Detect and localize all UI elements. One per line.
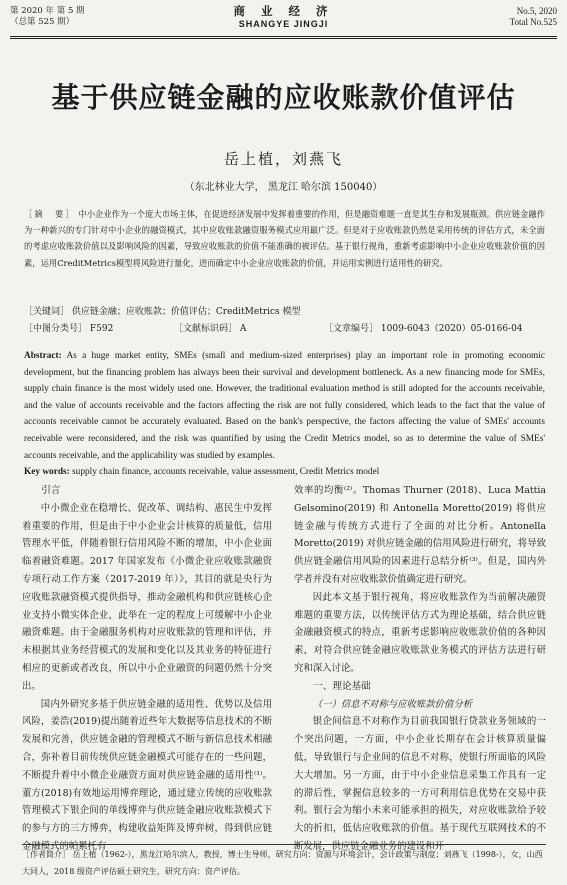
doc-value: A [239, 324, 247, 334]
chinese-abstract [24, 206, 545, 271]
right-paragraph-1: 效率的均衡⁽²⁾。Thomas Thurner (2018)、Luca Mattia Gelsomino(2019) 和 Antonella Moretto(2019) 将供应链金融与传统方式进行了全面的对比分析。Antonella Moretto(2019) 对供应链金融的信用风险进行研究，将导致供应链金融信用风险的因素进行总结分析⁽³⁾。但是，国内外学者并没有对应收账款价值确定进行研究。 [294, 485, 546, 585]
en-keywords-label: Key words: [24, 467, 70, 478]
right-paragraph-3: 银企间信息不对称作为目前我国银行贷款业务领域的一个突出问题，一方面，中小企业长期存在会计核算质量偏低，导致银行与企业间的信息不对称，使银行所面临的风险大大增加。另一方面，由于中小企业信息采集工作具有一定的滞后性，掌握信息较多的一方可利用信息优势在交易中获利。银行会为缩小未来可能承担的损失，对应收账款给予较大的折扣，低估应收账款的价值。基于现代互联网技术的不断发展，供应链金融业务的建设和开 [294, 716, 546, 852]
issue-line-2: （总第 525 期） [10, 17, 75, 27]
page-header [10, 4, 557, 34]
article-metadata [24, 304, 545, 338]
right-paragraph-2: 因此本文基于银行视角，将应收账款作为当前解决融资难题的重要方法，以传统评估方式为理论基础，结合供应链金融融资模式的特点，重新考虑影响应收账款价值的各种因素，对符合供应链金融应收账款业务模式的评估方法进行研究和深入讨论。 [294, 591, 546, 674]
en-abstract-label: Abstract: [24, 351, 62, 361]
issue-number-line-1: No.5, 2020 [516, 6, 557, 16]
journal-name-en: SHANGYE JINGJI [238, 19, 329, 29]
article-value: 1009-6043（2020）05-0166-04 [380, 324, 523, 334]
journal-name [10, 5, 557, 30]
classification-row [24, 321, 545, 338]
keywords-row [24, 304, 545, 321]
english-abstract [24, 348, 545, 481]
document-code [174, 321, 246, 338]
intro-paragraph-2: 国内外研究多基于供应链金融的适用性、优势以及信用风险，姜浩(2019)提出随着近些年大数据等信息技术的不断发展和完善，供应链金融的管理模式不断与新信息技术相融合，弥补着目前传统供应链金融模式可能存在的一些问题，不断提升着中小微企业融资方面对供应链金融的适用性⁽¹⁾。董方(2018)有效地运用博弈理论，通过建立传统的应收账款管理模式下银企间的单线博弈与供应链金融应收账款模式下的参与方的三方博弈，构建收益矩阵及博弈树，得到供应链金融模式的帕累托有 [22, 698, 272, 852]
en-abstract-text: As a huge market entity, SMEs (small and medium-sized enterprises) play an important role in promoting economic development, but the financing problem has always been their survival and development bottleneck. As a new financing mode for SMEs, supply chain finance is the most widely used one. However, the traditional evaluation method is still adopted for the accounts receivable, and the value of accounts receivable and the factors affecting the risk are not fully considered, which leads to the fact that the value of accounts receivable cannot be accurately evaluated. Based on the bank's perspective, the factors affecting the value of SMEs' accounts receivable were reconsidered, and the risk was quantified by using the Credit Metrics model, so as to determine the value of SMEs' accounts receivable, and the applicability was studied by examples. [24, 351, 545, 461]
en-keywords-text: supply chain finance, accounts receivable, value assessment, Credit Metrics model [72, 467, 380, 478]
article-label: ［文章编号］ [324, 324, 379, 334]
class-value: F592 [89, 324, 114, 334]
issue-line-1: 第 2020 年 第 5 期 [10, 6, 85, 16]
paper-title: 基于供应链金融的应收账款价值评估 [51, 81, 516, 114]
article-number [324, 321, 523, 338]
issue-number [510, 6, 557, 28]
footnote-text: 岳上植（1962-），黑龙江哈尔滨人，教授，博士生导师，研究方向：资源与环境会计，会计政策与制度；刘燕飞（1998-），女，山西大同人，2018 级资产评估硕士研究生，研究方向：资产评估。 [22, 850, 543, 876]
authors: 岳上植，刘燕飞 [223, 150, 343, 168]
class-label: ［中图分类号］ [24, 324, 88, 334]
keywords-label: ［关键词］ [24, 307, 70, 317]
footnote-label: ［作者简介］ [22, 850, 70, 859]
section-heading: 一、理论基础 [313, 680, 371, 692]
footnote-rule [22, 844, 546, 845]
header-rule-thin [10, 38, 557, 39]
intro-heading: 引言 [41, 485, 61, 496]
issue-number-line-2: Total No.525 [509, 17, 557, 27]
header-rule-thick [10, 36, 557, 37]
body-column-right [294, 482, 546, 856]
abstract-label: ［摘 要］ [24, 209, 76, 219]
subsection-heading: （一）信息不对称与应收账款价值分析 [312, 698, 473, 710]
journal-name-cn: 商 业 经 济 [233, 4, 334, 18]
intro-paragraph-1: 中小微企业在稳增长、促改革、调结构、惠民生中发挥着重要的作用，但是由于中小企业会计核算的质量低，信用管理水平低，伴随着银行信用风险不断的增加，中小企业面临着融资难题。2017 年国家发布《小微企业应收账款融资专项行动工作方案（2017-2019 年）》，其目的就是央行为应收账款融资模式提供指导，推动金融机构和供应链核心企业支持小微实体企业，此举在一定的程度上可缓解中小企业融资难题。由于金融服务机构对应收账款的管理和评估，并未根据其业务经营模式的发展和变化以及其业务的特征进行相应的更新或者改良，所以中小企业融资的问题仍然十分突出。 [22, 502, 272, 692]
classification [24, 321, 113, 338]
affiliation: （东北林业大学， 黑龙江 哈尔滨 150040） [184, 182, 383, 193]
body-column-left [22, 482, 272, 856]
author-footnote [22, 846, 545, 880]
abstract-text: 中小企业作为一个庞大市场主体，在促进经济发展中发挥着重要的作用，但是融资难题一直是其生存和发展瓶颈。供应链金融作为一种新兴的专门针对中小企业的融资模式，其中应收账款融资服务模式应用最广泛。但是对于应收账款仍然是采用传统的评估方式，未全面的考虑应收账款价值以及影响风险的因素，导致应收账款的价值不能准确的被评估。基于银行视角，重新考虑影响中小企业应收账款价值的因素，运用CreditMetrics模型将风险进行量化，进而确定中小企业应收账款的价值，并运用实例进行适用性的研究。 [24, 209, 545, 268]
doc-label: ［文献标识码］ [174, 324, 238, 334]
keywords-text: 供应链金融；应收账款；价值评估；CreditMetrics 模型 [71, 307, 301, 317]
